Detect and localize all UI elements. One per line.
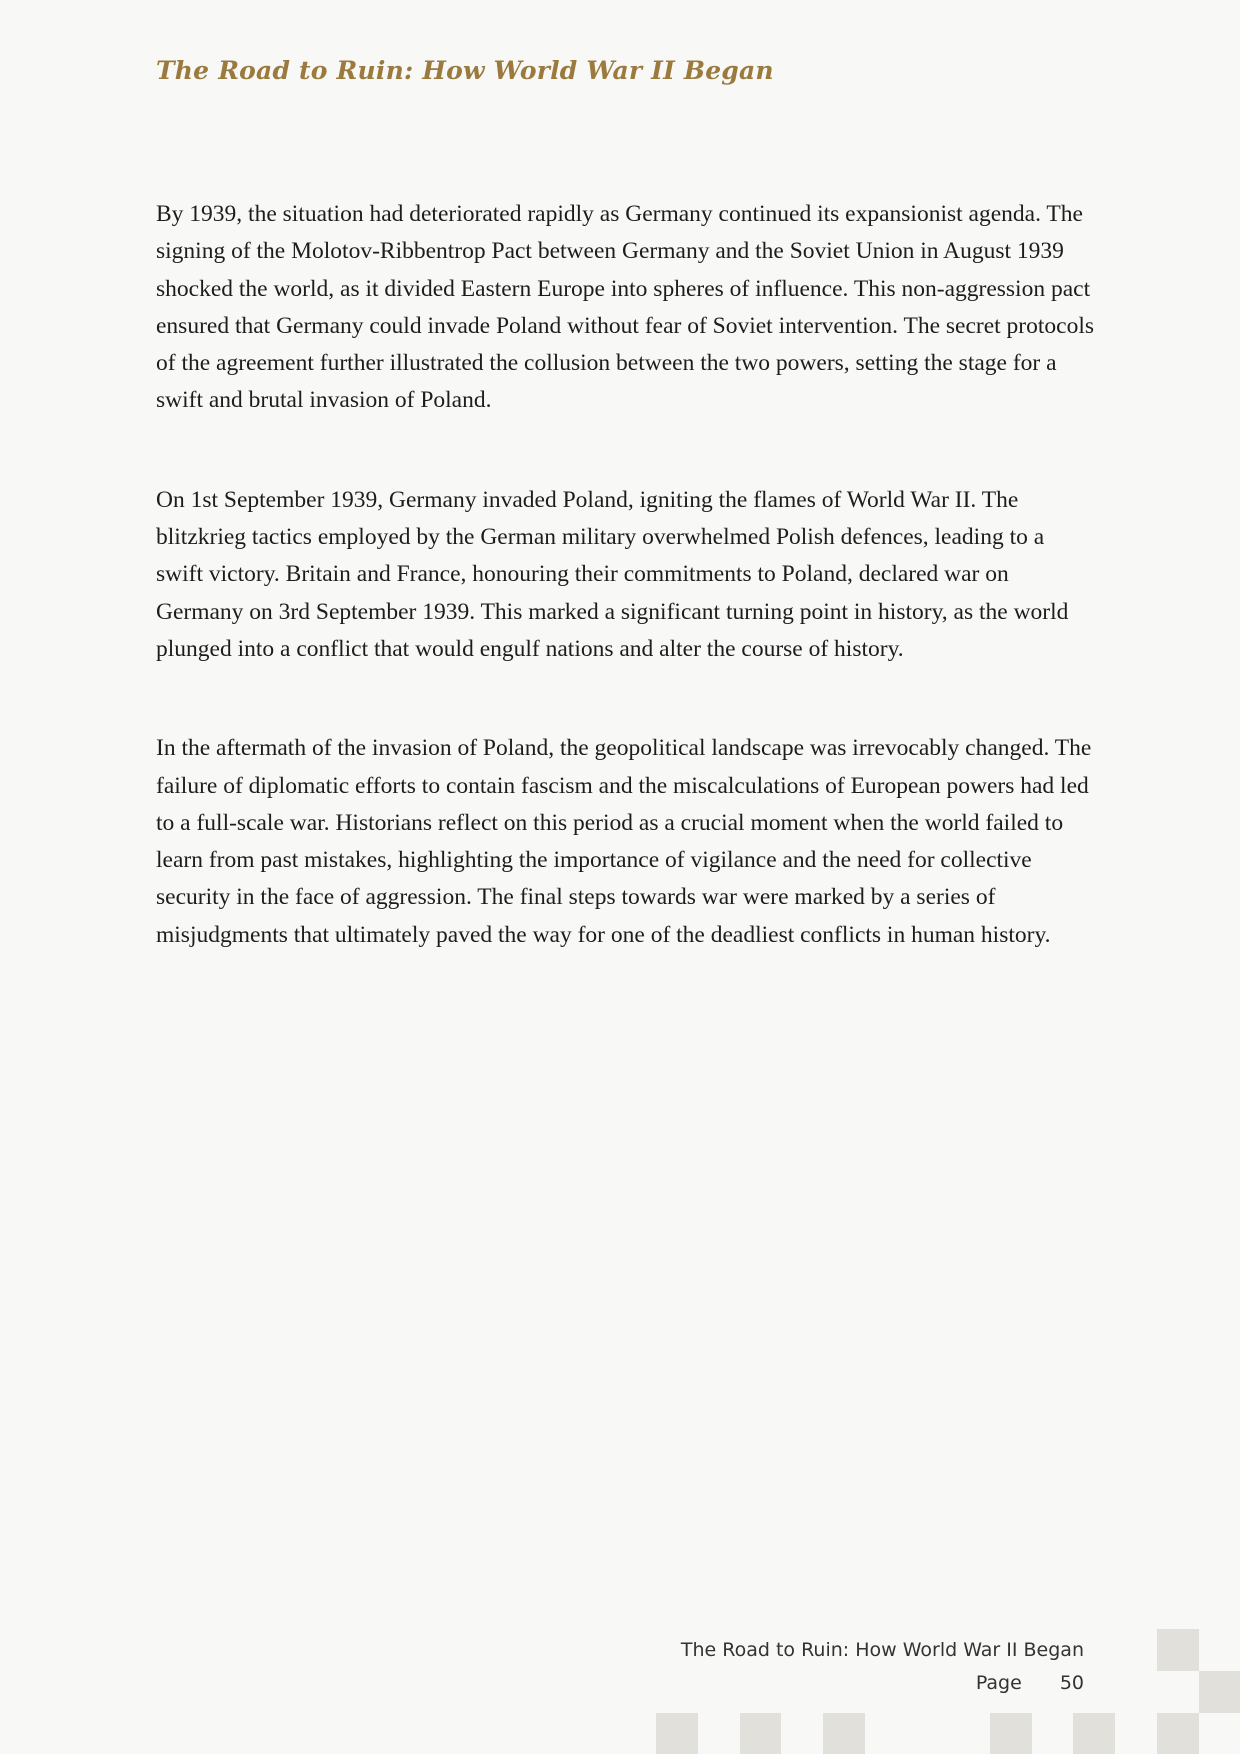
- deco-square: [656, 1713, 698, 1754]
- page-number: 50: [1059, 1672, 1084, 1694]
- footer-title: The Road to Ruin: How World War II Began: [680, 1639, 1084, 1661]
- deco-square: [1157, 1713, 1199, 1754]
- deco-square: [823, 1713, 865, 1754]
- deco-square: [1199, 1671, 1240, 1713]
- body-text: [156, 196, 1096, 1016]
- running-header-title: The Road to Ruin: How World War II Began: [156, 56, 774, 85]
- paragraph-1: By 1939, the situation had deteriorated rapidly as Germany continued its expansionist agenda. The signing of the Molotov-Ribbentrop Pact between Germany and the Soviet Union in August 1939 shocked the world, as it divided Eastern Europe into spheres of influence. This non-aggression pact ensured that Germany could invade Poland without fear of Soviet intervention. The secret protocols of the agreement further illustrated the collusion between the two powers, setting the stage for a swift and brutal invasion of Poland.: [156, 201, 1095, 414]
- deco-square: [1073, 1713, 1115, 1754]
- deco-square: [1157, 1629, 1199, 1671]
- paragraph-3: In the aftermath of the invasion of Poland, the geopolitical landscape was irrevocably changed. The failure of diplomatic efforts to contain fascism and the miscalculations of European powers had led to a full-scale war. Historians reflect on this period as a crucial moment when the world failed to learn from past mistakes, highlighting the importance of vigilance and the need for collective security in the face of aggression. The final steps towards war were marked by a series of misjudgments that ultimately paved the way for one of the deadliest conflicts in human history.: [156, 735, 1092, 948]
- page-label: Page: [975, 1672, 1022, 1694]
- paragraph-2: On 1st September 1939, Germany invaded Poland, igniting the flames of World War II. The blitzkrieg tactics employed by the German military overwhelmed Polish defences, leading to a swift victory. Britain and France, honouring their commitments to Poland, declared war on Germany on 3rd September 1939. This marked a significant turning point in history, as the world plunged into a conflict that would engulf nations and alter the course of history.: [156, 486, 1069, 662]
- deco-square: [740, 1713, 781, 1754]
- footer-page-number: [976, 1672, 1084, 1694]
- deco-square: [990, 1713, 1032, 1754]
